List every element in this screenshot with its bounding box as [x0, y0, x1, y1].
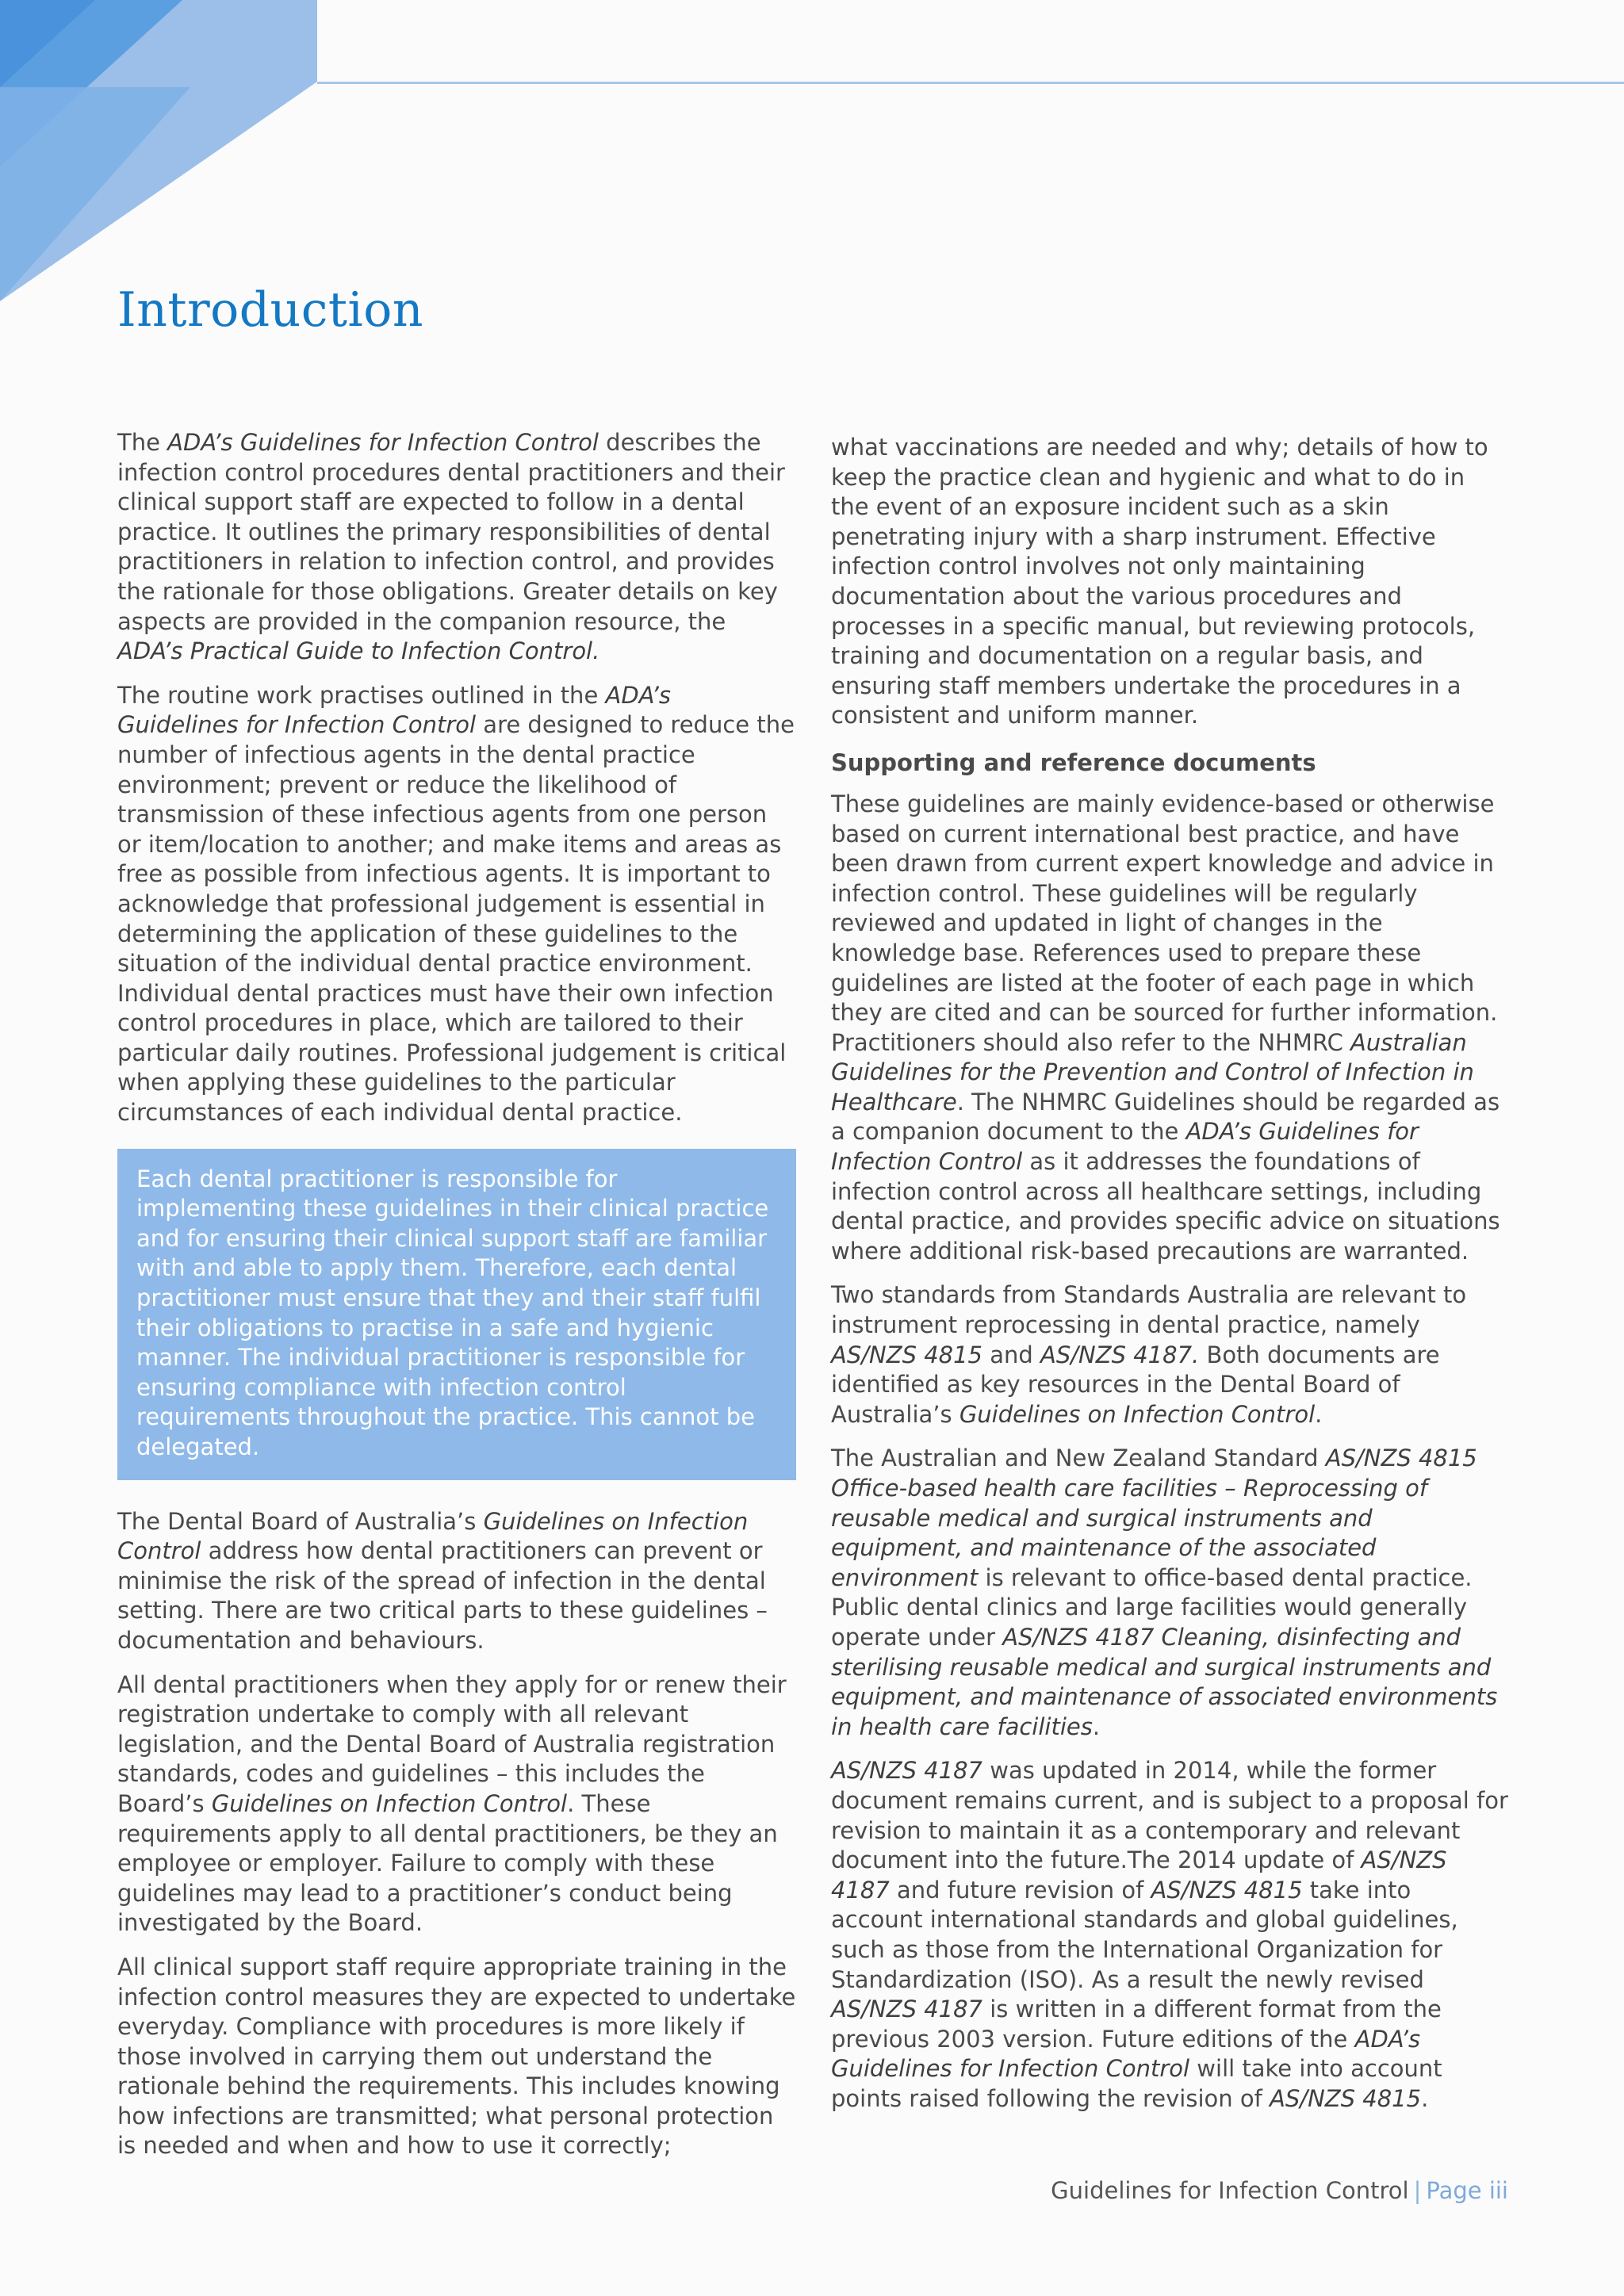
- section-heading: Supporting and reference documents: [831, 748, 1316, 776]
- paragraph: These guidelines are mainly evidence-based or otherwise based on current international best practice, and have been drawn from current expert knowledge and advice in infection control. These guidelines will be regularly reviewed and updated in light of changes in the knowledge base. References used to prepare these guidelines are listed at the footer of each page in which they are cited and can be sourced for further information. Practitioners should also refer to the NHMRC Australian Guidelines for the Prevention and Control of Infection in Healthcare. The NHMRC Guidelines should be regarded as a companion document to the ADA’s Guidelines for Infection Control as it addresses the foundations of infection control across all healthcare settings, including dental practice, and provides specific advice on situations where additional risk-based precautions are warranted.: [831, 790, 1500, 1265]
- paragraph: Two standards from Standards Australia are relevant to instrument reprocessing in dental practice, namely AS/NZS 4815 and AS/NZS 4187. Both documents are identified as key resources in the Dental Board of Australia’s Guidelines on Infection Control.: [831, 1281, 1467, 1428]
- page-number: Page iii: [1426, 2177, 1508, 2204]
- paragraph: The ADA’s Guidelines for Infection Control describes the infection control procedures dental practitioners and their clinical support staff are expected to follow in a dental practice. It outlines the primary responsibilities of dental practitioners in relation to infection control, and provides the rationale for those obligations. Greater details on key aspects are provided in the companion resource, the ADA’s Practical Guide to Infection Control.: [117, 429, 785, 665]
- callout-box: Each dental practitioner is responsible for implementing these guidelines in their clinical practice and for ensuring their clinical support staff are familiar with and able to apply them. Therefore, each dental practitioner must ensure that they and their staff fulfil their obligations to practise in a safe and hygienic manner. The individual practitioner is responsible for ensuring compliance with infection control requirements throughout the practice. This cannot be delegated.: [117, 1149, 796, 1480]
- page-title: Introduction: [117, 282, 423, 338]
- footer-doc-title: Guidelines for Infection Control: [1051, 2177, 1409, 2204]
- triangle-lower: [0, 87, 190, 301]
- left-column: [117, 428, 796, 2175]
- paragraph: All clinical support staff require appropriate training in the infection control measures they are expected to undertake everyday. Compliance with procedures is more likely if those involved in carrying them out understand the rationale behind the requirements. This includes knowing how infections are transmitted; what personal protection is needed and when and how to use it correctly;: [117, 1953, 796, 2160]
- page-footer: [1051, 2177, 1508, 2204]
- paragraph: The Australian and New Zealand Standard AS/NZS 4815 Office-based health care facilities – Reprocessing of reusable medical and surgical instruments and equipment, and maintenance of the associated environment is relevant to office-based dental practice. Public dental clinics and large facilities would generally operate under AS/NZS 4187 Cleaning, disinfecting and sterilising reusable medical and surgical instruments and equipment, and maintenance of associated environments in health care facilities.: [831, 1445, 1498, 1740]
- paragraph: The routine work practises outlined in the ADA’s Guidelines for Infection Control are designed to reduce the number of infectious agents in the dental practice environment; prevent or reduce the likelihood of transmission of these infectious agents from one person or item/location to another; and make items and areas as free as possible from infectious agents. It is important to acknowledge that professional judgement is essential in determining the application of these guidelines to the situation of the individual dental practice environment. Individual dental practices must have their own infection control procedures in place, which are tailored to their particular daily routines. Professional judgement is critical when applying these guidelines to the particular circumstances of each individual dental practice.: [117, 681, 795, 1127]
- header-rule: [317, 82, 1624, 84]
- paragraph: All dental practitioners when they apply for or renew their registration undertake to comply with all relevant legislation, and the Dental Board of Australia registration standards, codes and guidelines – this includes the Board’s Guidelines on Infection Control. These requirements apply to all dental practitioners, be they an employee or employer. Failure to comply with these guidelines may lead to a practitioner’s conduct being investigated by the Board.: [117, 1670, 787, 1937]
- paragraph: AS/NZS 4187 was updated in 2014, while the former document remains current, and is subject to a proposal for revision to maintain it as a contemporary and relevant document into the future.The 2014 update of AS/NZS 4187 and future revision of AS/NZS 4815 take into account international standards and global guidelines, such as those from the International Organization for Standardization (ISO). As a result the newly revised AS/NZS 4187 is written in a different format from the previous 2003 version. Future editions of the ADA’s Guidelines for Infection Control will take into account points raised following the revision of AS/NZS 4815.: [831, 1757, 1508, 2112]
- paragraph: The Dental Board of Australia’s Guidelines on Infection Control address how dental practitioners can prevent or minimise the risk of the spread of infection in the dental setting. There are two critical parts to these guidelines – documentation and behaviours.: [117, 1507, 768, 1654]
- corner-triangles-decoration: [0, 0, 317, 301]
- paragraph: what vaccinations are needed and why; details of how to keep the practice clean and hygienic and what to do in the event of an exposure incident such as a skin penetrating injury with a sharp instrument. Effective infection control involves not only maintaining documentation about the various procedures and processes in a specific manual, but reviewing protocols, training and documentation on a regular basis, and ensuring staff members undertake the procedures in a consistent and uniform manner.: [831, 434, 1488, 729]
- right-column: [831, 428, 1508, 2128]
- footer-separator: |: [1413, 2177, 1422, 2204]
